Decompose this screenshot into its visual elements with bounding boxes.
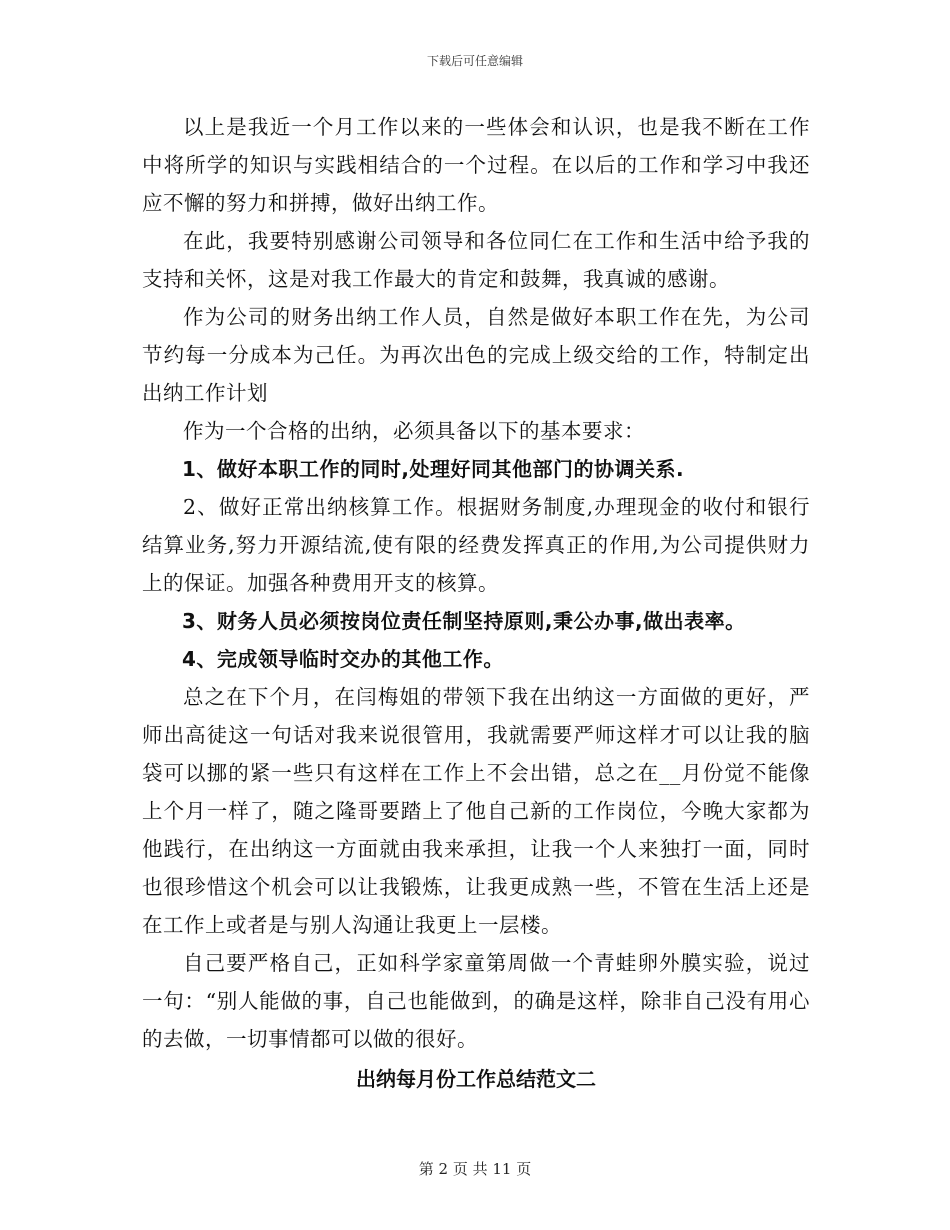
paragraph: 作为公司的财务出纳工作人员，自然是做好本职工作在先，为公司节约每一分成本为己任。为再次出色的完成上级交给的工作，特制定出出纳工作计划 [142, 305, 810, 405]
page-header: 下载后可任意编辑 [426, 54, 523, 68]
document-body [142, 108, 810, 1098]
paragraph: 在此，我要特别感谢公司领导和各位同仁在工作和生活中给予我的支持和关怀，这是对我工作最大的肯定和鼓舞，我真诚的感谢。 [142, 229, 810, 291]
section-heading: 出纳每月份工作总结范文二 [356, 1067, 596, 1091]
requirement-item: 3、财务人员必须按岗位责任制坚持原则,秉公办事,做出表率。 [182, 609, 746, 633]
requirement-item: 2、做好正常出纳核算工作。根据财务制度,办理现金的收付和银行结算业务,努力开源结流,使有限的经费发挥真正的作用,为公司提供财力上的保证。加强各种费用开支的核算。 [142, 495, 810, 595]
requirement-item: 4、完成领导临时交办的其他工作。 [182, 647, 504, 671]
paragraph: 总之在下个月，在闫梅姐的带领下我在出纳这一方面做的更好，严师出高徒这一句话对我来说很管用，我就需要严师这样才可以让我的脑袋可以挪的紧一些只有这样在工作上不会出错，总之在__月份觉不能像上个月一样了，随之隆哥要踏上了他自己新的工作岗位，今晚大家都为他践行，在出纳这一方面就由我来承担，让我一个人来独打一面，同时也很珍惜这个机会可以让我锻炼，让我更成熟一些，不管在生活上还是在工作上或者是与别人沟通让我更上一层楼。 [142, 685, 810, 937]
paragraph: 自己要严格自己，正如科学家童第周做一个青蛙卵外膜实验，说过一句：“别人能做的事，自己也能做到，的确是这样，除非自己没有用心的去做，一切事情都可以做的很好。 [142, 951, 810, 1051]
page-footer: 第 2 页 共 11 页 [418, 1160, 532, 1178]
paragraph: 以上是我近一个月工作以来的一些体会和认识，也是我不断在工作中将所学的知识与实践相结合的一个过程。在以后的工作和学习中我还应不懈的努力和拼搏，做好出纳工作。 [142, 115, 810, 215]
requirement-item: 1、做好本职工作的同时,处理好同其他部门的协调关系. [182, 457, 685, 481]
paragraph: 作为一个合格的出纳，必须具备以下的基本要求： [183, 419, 645, 443]
